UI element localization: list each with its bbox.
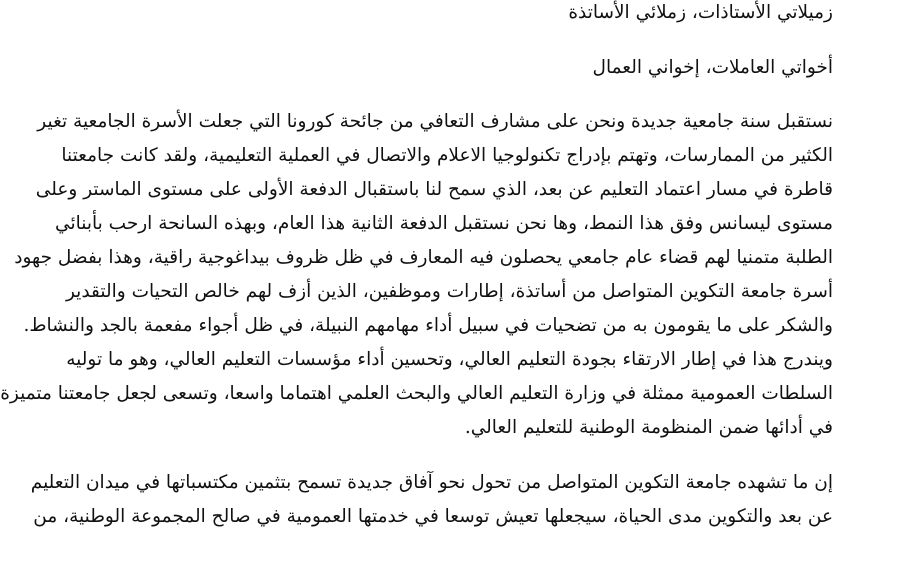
paragraph-line: الطلبة متمنيا لهم قضاء عام جامعي يحصلون فيه المعارف في ظل ظروف بيداغوجية راقية، وهذا بفضل جهود (14, 247, 833, 268)
paragraph-line-last: في أدائها ضمن المنظومة الوطنية للتعليم العالي. (464, 417, 833, 438)
paragraph-line: والشكر على ما يقومون به من تضحيات في سبيل أداء مهامهم النبيلة، في ظل أجواء مفعمة بالجد والنشاط. (23, 315, 833, 336)
paragraph-line: قاطرة في مسار اعتماد التعليم عن بعد، الذي سمح لنا باستقبال الدفعة الأولى على مستوى الماستر وعلى (35, 179, 833, 200)
paragraph-line: أسرة جامعة التكوين المتواصل من أساتذة، إطارات وموظفين، الذين أزف لهم خالص التحيات والتقدير (65, 281, 833, 302)
paragraph-line: السلطات العمومية ممثلة في وزارة التعليم العالي والبحث العلمي اهتماما واسعا، وتسعى لجعل جامعتنا متميزة (0, 383, 833, 404)
paragraph-line: ويندرج هذا في إطار الارتقاء بجودة التعليم العالي، وتحسين أداء مؤسسات التعليم العالي، وهو ما توليه (66, 349, 833, 370)
paragraph-line: مستوى ليسانس وفق هذا النمط، وها نحن نستقبل الدفعة الثانية هذا العام، وبهذه السانحة ارحب بأبنائي (55, 213, 833, 234)
greeting-workers: أخواتي العاملات، إخواني العمال (592, 57, 833, 78)
paragraph-line: الكثير من الممارسات، وتهتم بإدراج تكنولوجيا الاعلام والاتصال في العملية التعليمية، ولقد كانت جامعتنا (61, 145, 833, 166)
paragraph-line: عن بعد والتكوين مدى الحياة، سيجعلها تعيش توسعا في خدمتها العمومية في صالح المجموعة الوطنية، من (33, 506, 833, 527)
paragraph-line: إن ما تشهده جامعة التكوين المتواصل من تحول نحو آفاق جديدة تسمح بتثمين مكتسباتها في ميدان التعليم (30, 472, 833, 493)
greeting-colleagues: زميلاتي الأستاذات، زملائي الأساتذة (568, 2, 833, 23)
paragraph-line: نستقبل سنة جامعية جديدة ونحن على مشارف التعافي من جائحة كورونا التي جعلت الأسرة الجامعية تغير (37, 111, 833, 132)
